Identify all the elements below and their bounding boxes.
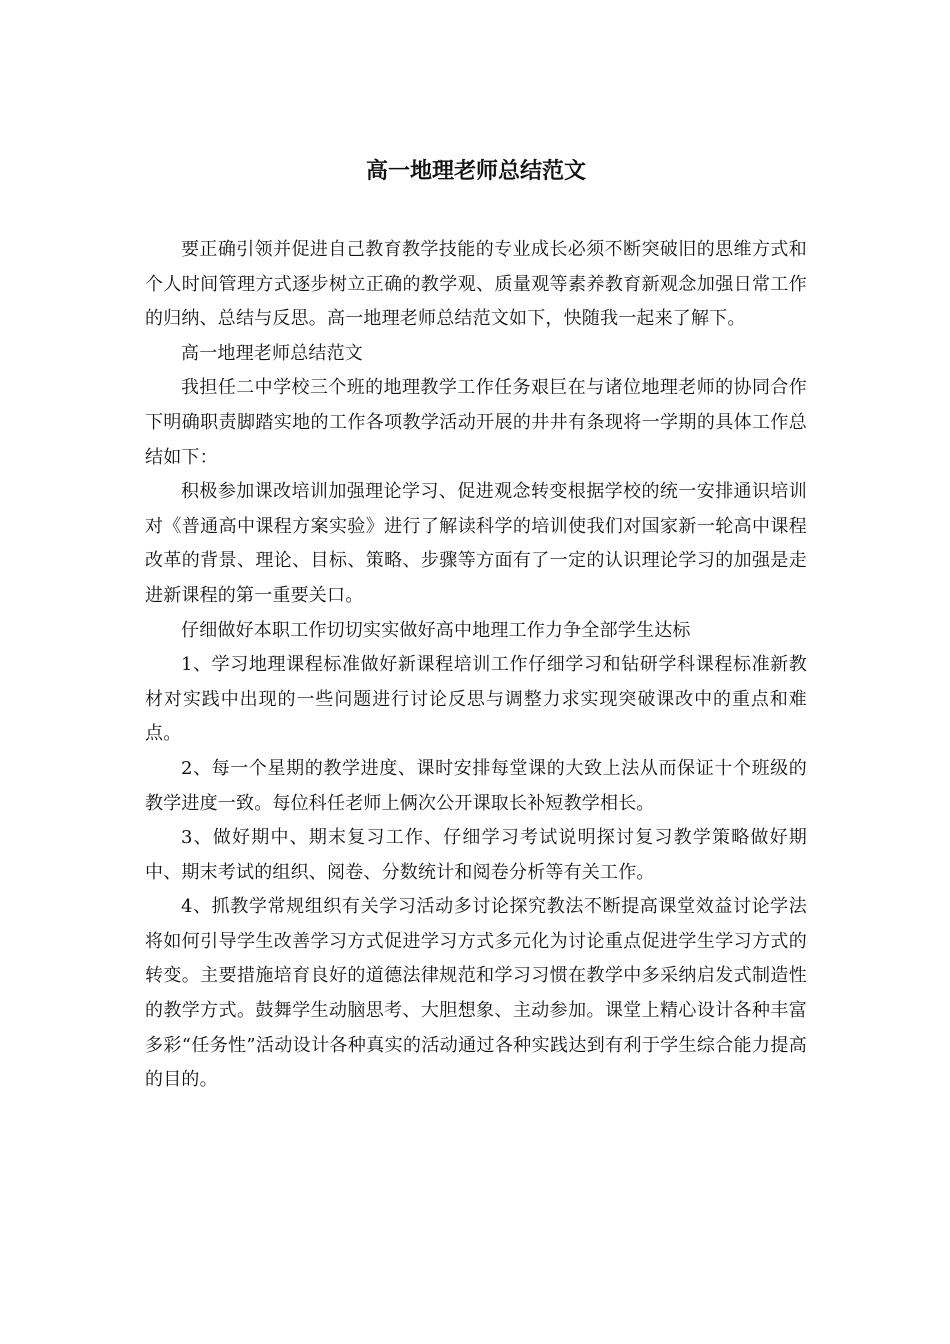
paragraph-item-1: 1、学习地理课程标准做好新课程培训工作仔细学习和钻研学科课程标准新教材对实践中出现的一些问题进行讨论反思与调整力求实现突破课改中的重点和难点。 (145, 654, 807, 745)
paragraph-intro: 要正确引领并促进自己教育教学技能的专业成长必须不断突破旧的思维方式和个人时间管理方式逐步树立正确的教学观、质量观等素养教育新观念加强日常工作的归纳、总结与反思。高一地理老师总结范文如下，快随我一起来了解下。 (145, 239, 807, 330)
paragraph-item-2: 2、每一个星期的教学进度、课时安排每堂课的大致上法从而保证十个班级的教学进度一致。每位科任老师上俩次公开课取长补短教学相长。 (145, 757, 807, 814)
paragraph-subtitle: 高一地理老师总结范文 (181, 342, 363, 364)
paragraph-duty: 仔细做好本职工作切切实实做好高中地理工作力争全部学生达标 (181, 619, 691, 641)
document-title: 高一地理老师总结范文 (365, 158, 586, 184)
paragraph-item-3: 3、做好期中、期末复习工作、仔细学习考试说明探讨复习教学策略做好期中、期末考试的组织、阅卷、分数统计和阅卷分析等有关工作。 (145, 827, 807, 883)
document-body (145, 233, 807, 1098)
paragraph-overview: 我担任二中学校三个班的地理教学工作任务艰巨在与诸位地理老师的协同合作下明确职责脚踏实地的工作各项教学活动开展的井井有条现将一学期的具体工作总结如下： (145, 377, 807, 468)
paragraph-training: 积极参加课改培训加强理论学习、促进观念转变根据学校的统一安排通识培训对《普通高中课程方案实验》进行了解读科学的培训使我们对国家新一轮高中课程改革的背景、理论、目标、策略、步骤等方面有了一定的认识理论学习的加强是走进新课程的第一重要关口。 (145, 481, 807, 606)
paragraph-item-4: 4、抓教学常规组织有关学习活动多讨论探究教法不断提高课堂效益讨论学法将如何引导学生改善学习方式促进学习方式多元化为讨论重点促进学生学习方式的转变。主要措施培育良好的道德法律规范和学习习惯在教学中多采纳启发式制造性的教学方式。鼓舞学生动脑思考、大胆想象、主动参加。课堂上精心设计各种丰富多彩“任务性”活动设计各种真实的活动通过各种实践达到有利于学生综合能力提高的目的。 (145, 896, 807, 1091)
